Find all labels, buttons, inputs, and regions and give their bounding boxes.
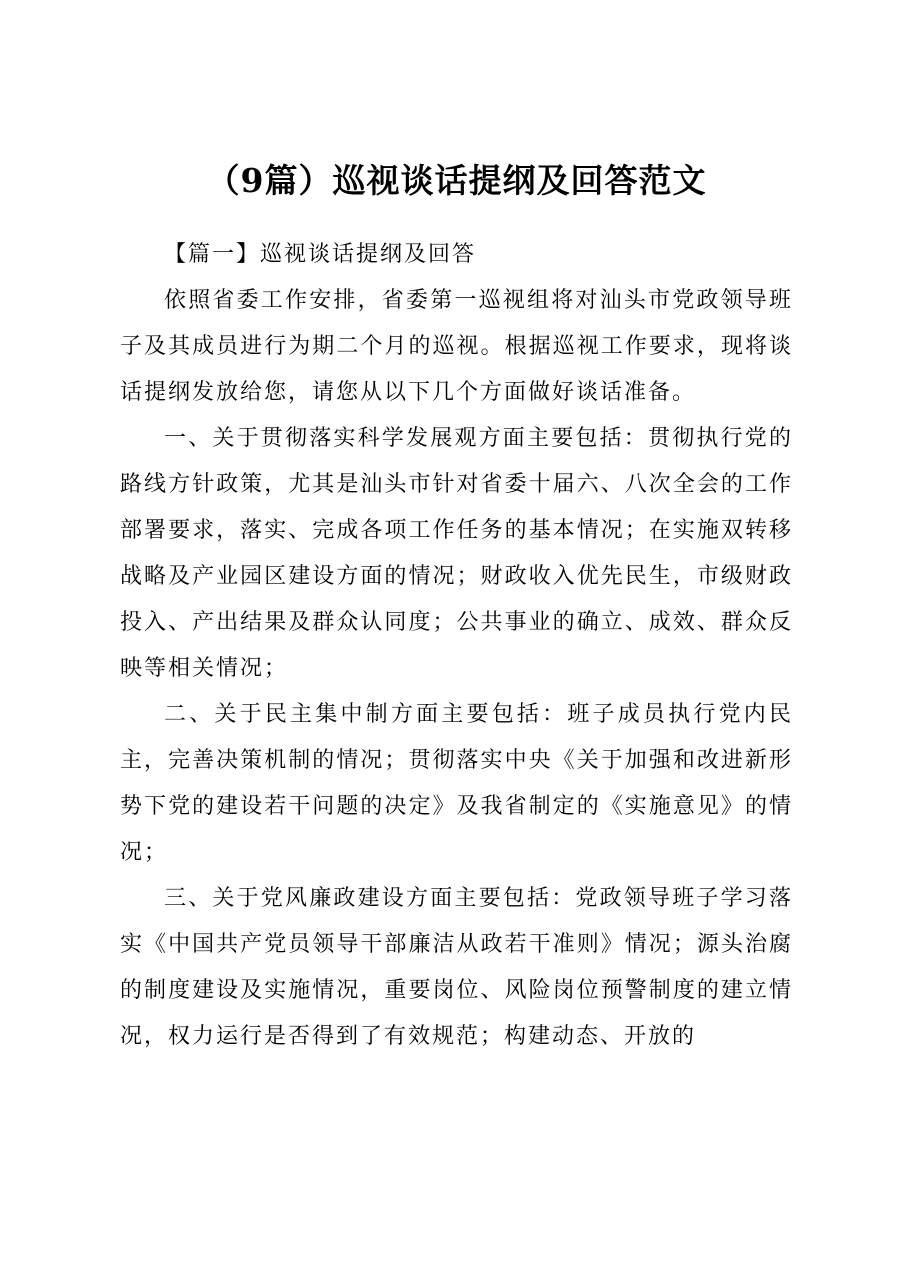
section-heading-part-one: 【篇一】巡视谈话提纲及回答	[164, 242, 477, 267]
paragraph-item-one: 一、关于贯彻落实科学发展观方面主要包括：贯彻执行党的路线方针政策，尤其是汕头市针对省委十届六、八次全会的工作部署要求，落实、完成各项工作任务的基本情况；在实施双转移战略及产业园区建设方面的情况；财政收入优先民生，市级财政投入、产出结果及群众认同度；公共事业的确立、成效、群众反映等相关情况；	[120, 426, 793, 681]
document-body	[120, 232, 793, 1060]
document-title: （9篇）巡视谈话提纲及回答范文	[206, 161, 707, 200]
paragraph-intro: 依照省委工作安排，省委第一巡视组将对汕头市党政领导班子及其成员进行为期二个月的巡视。根据巡视工作要求，现将谈话提纲发放给您，请您从以下几个方面做好谈话准备。	[120, 288, 793, 405]
paragraph-item-two: 二、关于民主集中制方面主要包括：班子成员执行党内民主，完善决策机制的情况；贯彻落实中央《关于加强和改进新形势下党的建设若干问题的决定》及我省制定的《实施意见》的情况；	[120, 702, 793, 865]
paragraph-item-three: 三、关于党风廉政建设方面主要包括：党政领导班子学习落实《中国共产党员领导干部廉洁从政若干准则》情况；源头治腐的制度建设及实施情况，重要岗位、风险岗位预警制度的建立情况，权力运行是否得到了有效规范；构建动态、开放的	[120, 886, 793, 1049]
